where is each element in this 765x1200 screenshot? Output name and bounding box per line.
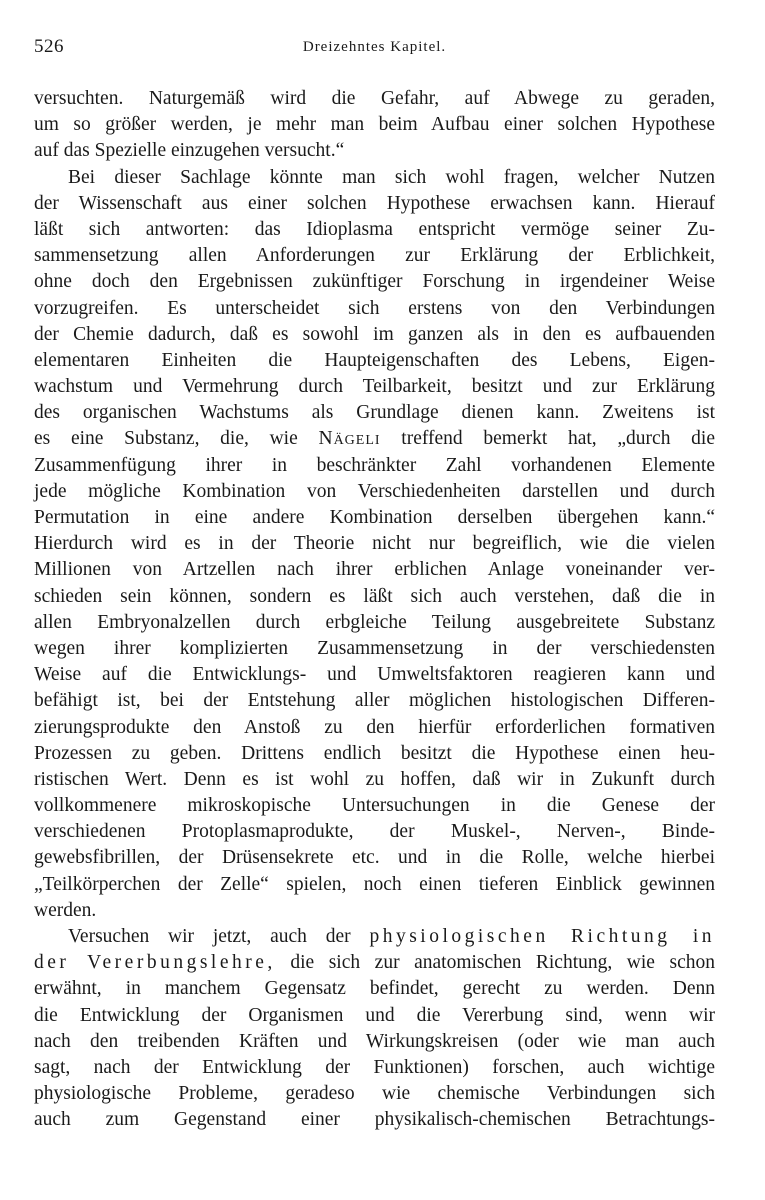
emphasized-text: der Vererbungslehre, xyxy=(34,952,276,974)
text-line: Permutation in eine andere Kombination derselben übergehen kann.“ xyxy=(34,507,715,528)
text-line xyxy=(34,426,715,452)
page-number: 526 xyxy=(34,36,64,57)
body-text xyxy=(34,86,715,1134)
text-line: Prozessen zu geben. Drittens endlich besitzt die Hypothese einen heu- xyxy=(34,742,715,764)
text-line xyxy=(34,950,715,976)
emphasized-text: physiologischen Richtung in xyxy=(369,926,716,947)
text-line: ohne doch den Ergebnissen zukünftiger Forschung in irgendeiner Weise xyxy=(34,271,715,293)
text-line: wachstum und Vermehrung durch Teilbarkeit, besitzt und zur Erklärung xyxy=(34,376,715,398)
text-line: elementaren Einheiten die Haupteigenschaften des Lebens, Eigen- xyxy=(34,349,715,371)
text-line: ristischen Wert. Denn es ist wohl zu hoffen, daß wir in Zukunft durch xyxy=(34,768,715,790)
text-line: sagt, nach der Entwicklung der Funktionen) forschen, auch wichtige xyxy=(34,1056,715,1078)
text-line: läßt sich antworten: das Idioplasma entspricht vermöge seiner Zu- xyxy=(34,218,715,240)
text-line: des organischen Wachstums als Grundlage dienen kann. Zweitens ist xyxy=(34,402,715,424)
text-line: zierungsprodukte den Anstoß zu den hierfür erforderlichen formativen xyxy=(34,716,715,738)
text-fragment: treffend bemerkt hat, „durch die xyxy=(401,428,716,450)
text-fragment: es eine Substanz, die, wie xyxy=(34,428,298,450)
text-line: versuchten. Naturgemäß wird die Gefahr, auf Abwege zu geraden, xyxy=(34,88,715,109)
text-line: erwähnt, in manchem Gegensatz befindet, gerecht zu werden. Denn xyxy=(34,978,715,1000)
text-line: wegen ihrer komplizierten Zusammensetzung in der verschiedensten xyxy=(34,637,715,659)
chapter-title: Dreizehntes Kapitel. xyxy=(302,39,447,55)
text-line: verschiedenen Protoplasmaprodukte, der Muskel-, Nerven-, Binde- xyxy=(34,821,715,843)
text-line: „Teilkörperchen der Zelle“ spielen, noch einen tieferen Einblick gewinnen xyxy=(34,873,715,895)
text-line: schieden sein können, sondern es läßt sich auch verstehen, daß die in xyxy=(34,585,715,607)
text-line: nach den treibenden Kräften und Wirkungskreisen (oder wie man auch xyxy=(34,1030,715,1052)
text-line: Bei dieser Sachlage könnte man sich wohl fragen, welcher Nutzen xyxy=(68,166,715,188)
text-line: der Wissenschaft aus einer solchen Hypothese erwachsen kann. Hierauf xyxy=(34,192,715,214)
text-line: werden. xyxy=(34,899,97,921)
text-line: der Chemie dadurch, daß es sowohl im ganzen als in den es aufbauenden xyxy=(34,323,715,345)
text-line: die Entwicklung der Organismen und die Vererbung sind, wenn wir xyxy=(34,1004,715,1026)
text-line: gewebsfibrillen, der Drüsensekrete etc. und in die Rolle, welche hierbei xyxy=(34,847,715,869)
text-fragment: die sich zur anatomischen Richtung, wie schon xyxy=(290,952,716,974)
text-line: Hierdurch wird es in der Theorie nicht nur begreiflich, wie die vielen xyxy=(34,533,715,555)
running-head xyxy=(34,36,715,66)
text-line: auch zum Gegenstand einer physikalisch-chemischen Betrachtungs- xyxy=(34,1109,715,1131)
text-line: Weise auf die Entwicklungs- und Umweltsfaktoren reagieren kann und xyxy=(34,664,715,686)
text-line: vollkommenere mikroskopische Untersuchungen in die Genese der xyxy=(34,795,715,817)
text-line: physiologische Probleme, geradeso wie chemische Verbindungen sich xyxy=(34,1083,715,1105)
text-line: Millionen von Artzellen nach ihrer erblichen Anlage voneinander ver- xyxy=(34,559,715,581)
text-line: jede mögliche Kombination von Verschiedenheiten darstellen und durch xyxy=(34,480,715,502)
text-line: sammensetzung allen Anforderungen zur Erklärung der Erblichkeit, xyxy=(34,245,715,267)
text-line: befähigt ist, bei der Entstehung aller möglichen histologischen Differen- xyxy=(34,690,715,712)
text-line: vorzugreifen. Es unterscheidet sich erstens von den Verbindungen xyxy=(34,297,715,319)
text-line xyxy=(34,924,715,950)
text-line: um so größer werden, je mehr man beim Aufbau einer solchen Hypothese xyxy=(34,114,715,136)
text-line: allen Embryonalzellen durch erbgleiche Teilung ausgebreitete Substanz xyxy=(34,611,715,633)
text-line: auf das Spezielle einzugehen versucht.“ xyxy=(34,140,345,162)
author-name: Nägeli xyxy=(318,428,381,450)
text-line: Zusammenfügung ihrer in beschränkter Zahl vorhandenen Elemente xyxy=(34,454,715,476)
text-fragment: Versuchen wir jetzt, auch der xyxy=(68,926,351,947)
